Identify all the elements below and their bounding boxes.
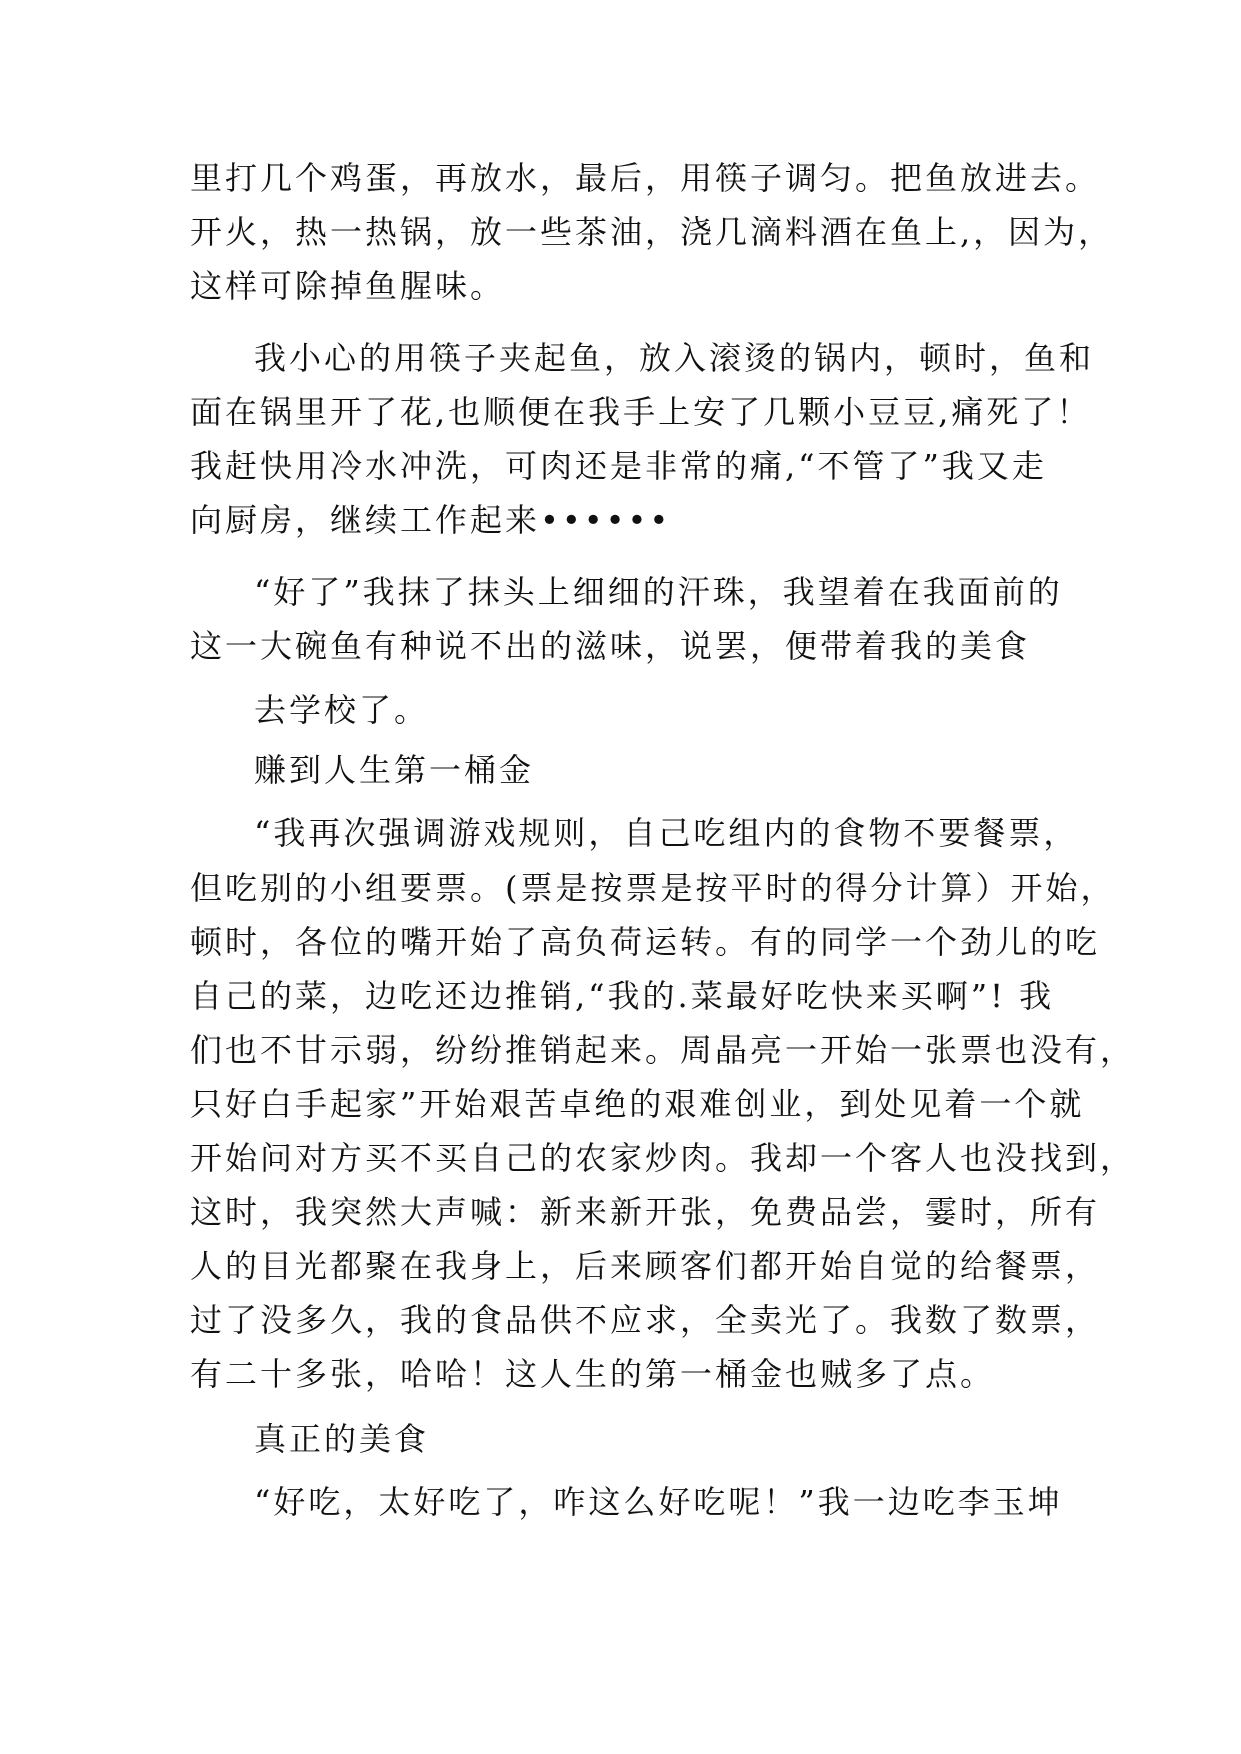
text-line: 这时，我突然大声喊：新来新开张，免费品尝，霎时，所有 [190, 1193, 1101, 1231]
text-line: 去学校了。 [254, 691, 430, 729]
text-line: 这一大碗鱼有种说不出的滋味，说罢，便带着我的美食 [190, 627, 1031, 665]
text-line: 自己的菜，边吃还边推销,“我的.菜最好吃快来买啊”! 我 [190, 977, 1055, 1015]
text-line: 向厨房，继续工作起来•••••• [190, 501, 672, 539]
text-line: 有二十多张，哈哈！这人生的第一桶金也贼多了点。 [190, 1355, 996, 1393]
section-heading: 赚到人生第一桶金 [254, 751, 535, 789]
text-line: 开始问对方买不买自己的农家炒肉。我却一个客人也没找到， [190, 1139, 1136, 1177]
text-line: 我赶快用冷水冲洗，可肉还是非常的痛,“不管了”我又走 [190, 447, 1047, 485]
text-line: “好吃，太好吃了，咋这么好吃呢！”我一边吃李玉坤 [254, 1483, 1063, 1521]
text-line: 只好白手起家”开始艰苦卓绝的艰难创业，到处见着一个就 [190, 1085, 1085, 1123]
text-line: 们也不甘示弱，纷纷推销起来。周晶亮一开始一张票也没有， [190, 1031, 1136, 1069]
section-heading: 真正的美食 [254, 1420, 430, 1458]
text-line: 这样可除掉鱼腥味。 [190, 267, 506, 305]
text-line: 顿时，各位的嘴开始了高负荷运转。有的同学一个劲儿的吃 [190, 923, 1101, 961]
text-line: “我再次强调游戏规则，自己吃组内的食物不要餐票， [254, 814, 1079, 852]
text-line: 过了没多久，我的食品供不应求，全卖光了。我数了数票， [190, 1301, 1101, 1339]
text-line: 我小心的用筷子夹起鱼，放入滚烫的锅内，顿时，鱼和 [254, 339, 1095, 377]
text-line: 人的目光都聚在我身上，后来顾客们都开始自觉的给餐票， [190, 1247, 1101, 1285]
text-line: 里打几个鸡蛋，再放水，最后，用筷子调匀。把鱼放进去。 [190, 159, 1101, 197]
text-line: 开火，热一热锅，放一些茶油，浇几滴料酒在鱼上,，因为， [190, 213, 1114, 251]
text-line: 但吃别的小组要票。(票是按票是按平时的得分计算）开始， [190, 869, 1116, 907]
text-line: 面在锅里开了花,也顺便在我手上安了几颗小豆豆,痛死了！ [190, 393, 1092, 431]
text-line: “好了”我抹了抹头上细细的汗珠，我望着在我面前的 [254, 573, 1063, 611]
